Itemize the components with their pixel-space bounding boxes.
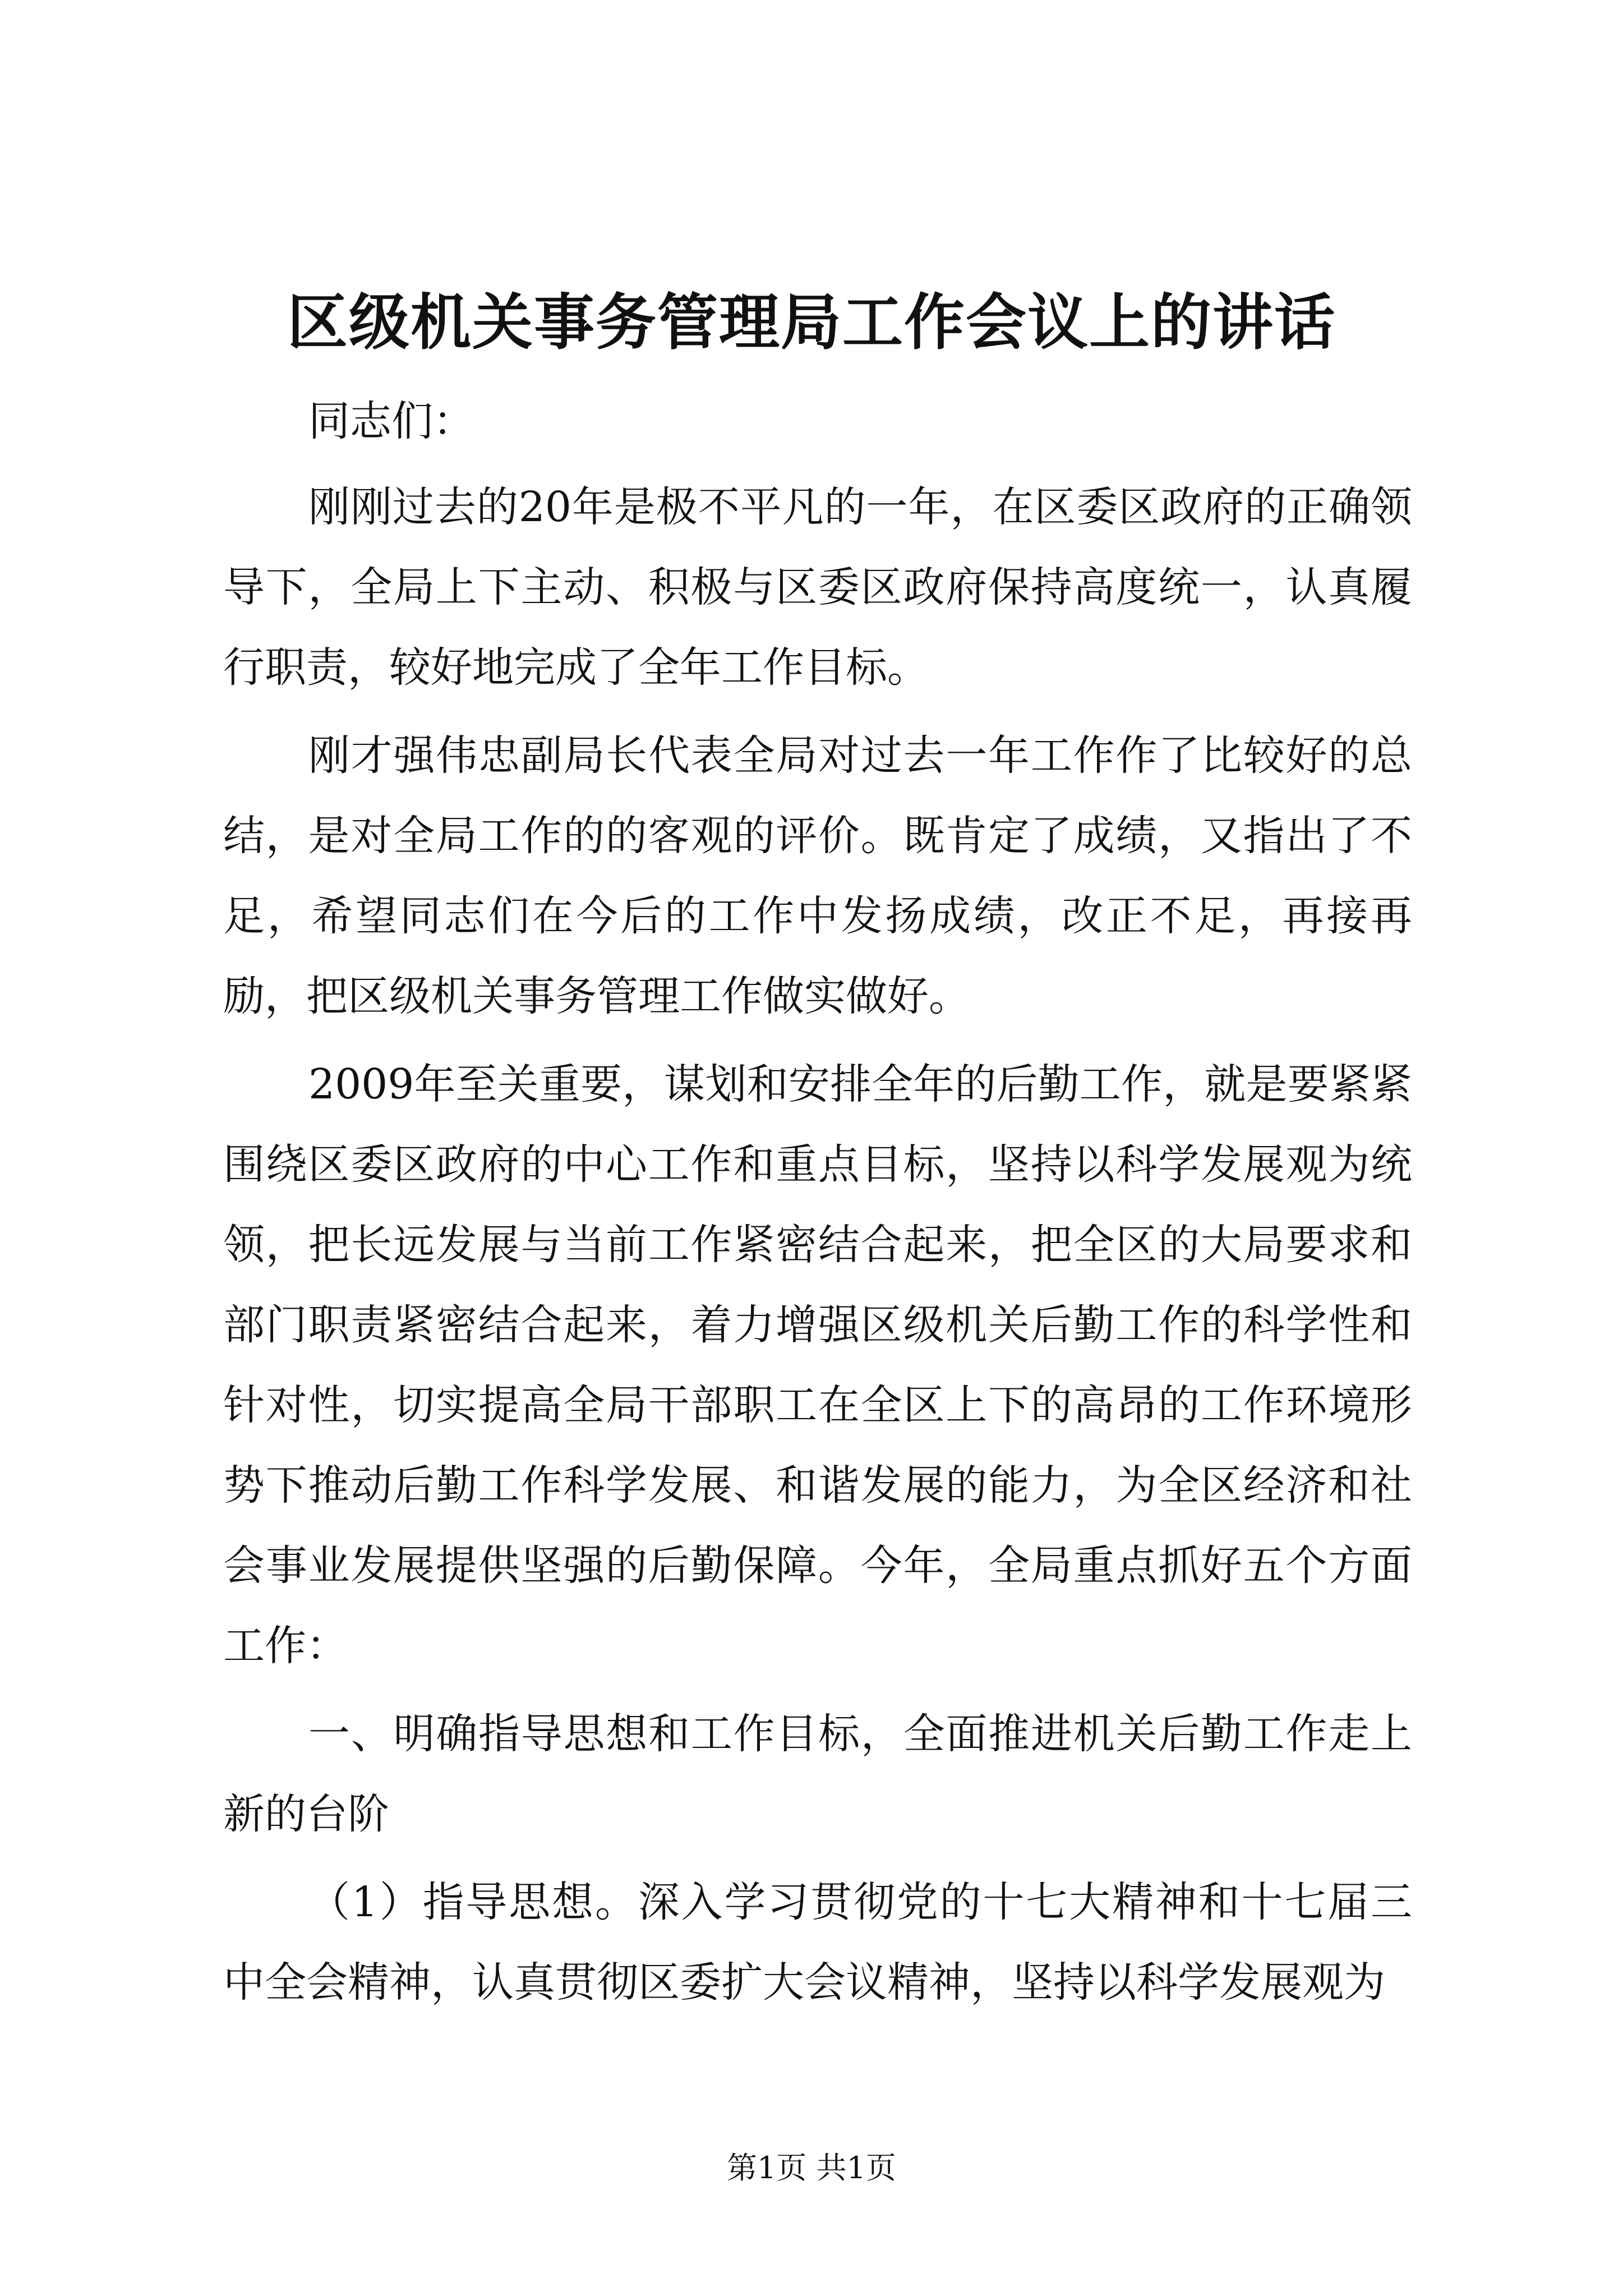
paragraph-3: 2009年至关重要，谋划和安排全年的后勤工作，就是要紧紧围绕区委区政府的中心工作和重点目标，坚持以科学发展观为统领，把长远发展与当前工作紧密结合起来，把全区的大局要求和部门职责紧密结合起来，着力增强区级机关后勤工作的科学性和针对性，切实提高全局干部职工在全区上下的高昂的工作环境形势下推动后勤工作科学发展、和谐发展的能力，为全区经济和社会事业发展提供坚强的后勤保障。今年，全局重点抓好五个方面工作：: [223, 1060, 1412, 1670]
document-body: [223, 381, 1412, 2031]
paragraph-2: 刚才强伟忠副局长代表全局对过去一年工作作了比较好的总结，是对全局工作的的客观的评价。既肯定了成绩，又指出了不足，希望同志们在今后的工作中发扬成绩，改正不足，再接再励，把区级机关事务管理工作做实做好。: [223, 731, 1412, 1020]
greeting: 同志们：: [308, 397, 474, 445]
section-heading-1: 一、明确指导思想和工作目标，全面推进机关后勤工作走上新的台阶: [223, 1710, 1412, 1838]
paragraph-4: （1）指导思想。深入学习贯彻党的十七大精神和十七届三中全会精神，认真贯彻区委扩大会议精神，坚持以科学发展观为: [223, 1878, 1412, 2007]
paragraph-1: 刚刚过去的20年是极不平凡的一年，在区委区政府的正确领导下，全局上下主动、积极与区委区政府保持高度统一，认真履行职责，较好地完成了全年工作目标。: [223, 483, 1412, 692]
document-title: 区级机关事务管理局工作会议上的讲话: [287, 287, 1336, 358]
page-footer: 第1页 共1页: [727, 2150, 896, 2185]
